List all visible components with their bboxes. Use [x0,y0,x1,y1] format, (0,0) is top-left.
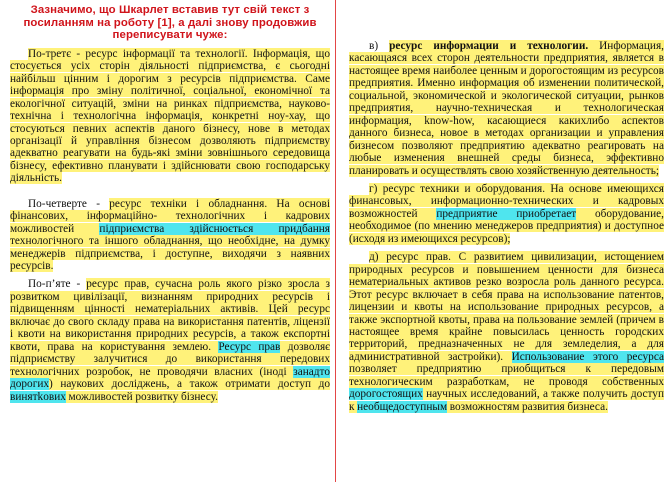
right-paragraph-g: г) ресурс техники и оборудования. На основе имеющихся финансовых, информационно-технических и кадровых возможностей предприятие приобретает оборудование, необходимое (по мнению менеджеров предприятия) и доступное (исходя из имеющихся ресурсов); [349,182,664,245]
right-paragraph-d: д) ресурс прав. С развитием цивилизации, истощением природных ресурсов и повышением ценности для бизнеса нематериальных активов резко возросла роль данного ресурса. Этот ресурс включает в себя права на использование патентов, лицензии и квоты на использование природных ресурсов, а также экспортной квоты, права на пользование землей (причем в настоящее время крайне повысилась ценность городских территорий, предназначенных не для земледелия, а для административной застройки). Использование этого ресурса позволяет предприятию приобщиться к передовым технологическим разработкам, не проводя собственных дорогостоящих научных исследований, а также получить доступ к необщедоступным возможностям развития бизнеса. [349,251,664,413]
column-divider [335,0,336,482]
left-paragraph-third: По-третє - ресурс інформації та технології. Інформація, що стосується усіх сторін діяльності підприємства, є сьогодні найбільш цінним і дорогим з ресурсів підприємства. Саме інформація про зміну політичної, соціальної, економічної та екологічної ситуацій, зміни на ринках підприємства, науково-технічна і технологічна інформація, конкретні ноу-хау, що стосуються певних аспектів даного бізнесу, нове в методах організації й управління бізнесом дозволяють підприємству адекватно реагувати на будь-які зміни зовнішнього середовища бізнесу, ефективно планувати і здійснювати свою господарську діяльність. [10,47,330,185]
right-column-russian [337,0,672,482]
left-paragraph-fourth: По-четверте - ресурс техніки і обладнання. На основі фінансових, інформаційно- технологічних і кадрових можливостей підприємства здійснюється придбання технологічного та іншого обладнання, що необхідне, на думку менеджерів підприємства, і доступне, виходячи з наявних ресурсів. [10,197,330,273]
commentary-header: Зазначимо, що Шкарлет вставив тут свій текст з посиланням на роботу [1], а далі знову продовжив переписувати чуже: [23,4,317,42]
left-body [10,48,330,403]
right-paragraph-v: в) ресурс информации и технологии. Информация, касающаяся всех сторон деятельности предприятия, является в настоящее время наиболее ценным и дорогостоящим из ресурсов предприятия. Именно информация об изменении политической, социальной, экономической и экологической ситуации, рынков предприятия, научно-техническая и технологическая информация, know-how, касающиеся какихлибо аспектов данного бизнеса, новое в методах организации и управления бизнесом позволяют предприятию адекватно реагировать на любые изменения внешней среды бизнеса, эффективно планировать и осуществлять свою хозяйственную деятельность; [349,40,664,177]
left-paragraph-fifth: По-п’яте - ресурс прав, сучасна роль якого різко зросла з розвитком цивілізації, визнанням природних ресурсів і підвищенням цінності нематеріальних активів. Цей ресурс включає до свого складу права на використання патентів, ліцензії і квоти на використання природних ресурсів, а також експортні квоти, права на користування землею. Ресурс прав дозволяє підприємству залучитися до використання передових технологічних розробок, не проводячи власних (іноді занадто дорогих) наукових досліджень, а також отримати доступ до винятkових можливостей розвитку бізнесу. [10,278,330,403]
right-body [349,40,664,413]
